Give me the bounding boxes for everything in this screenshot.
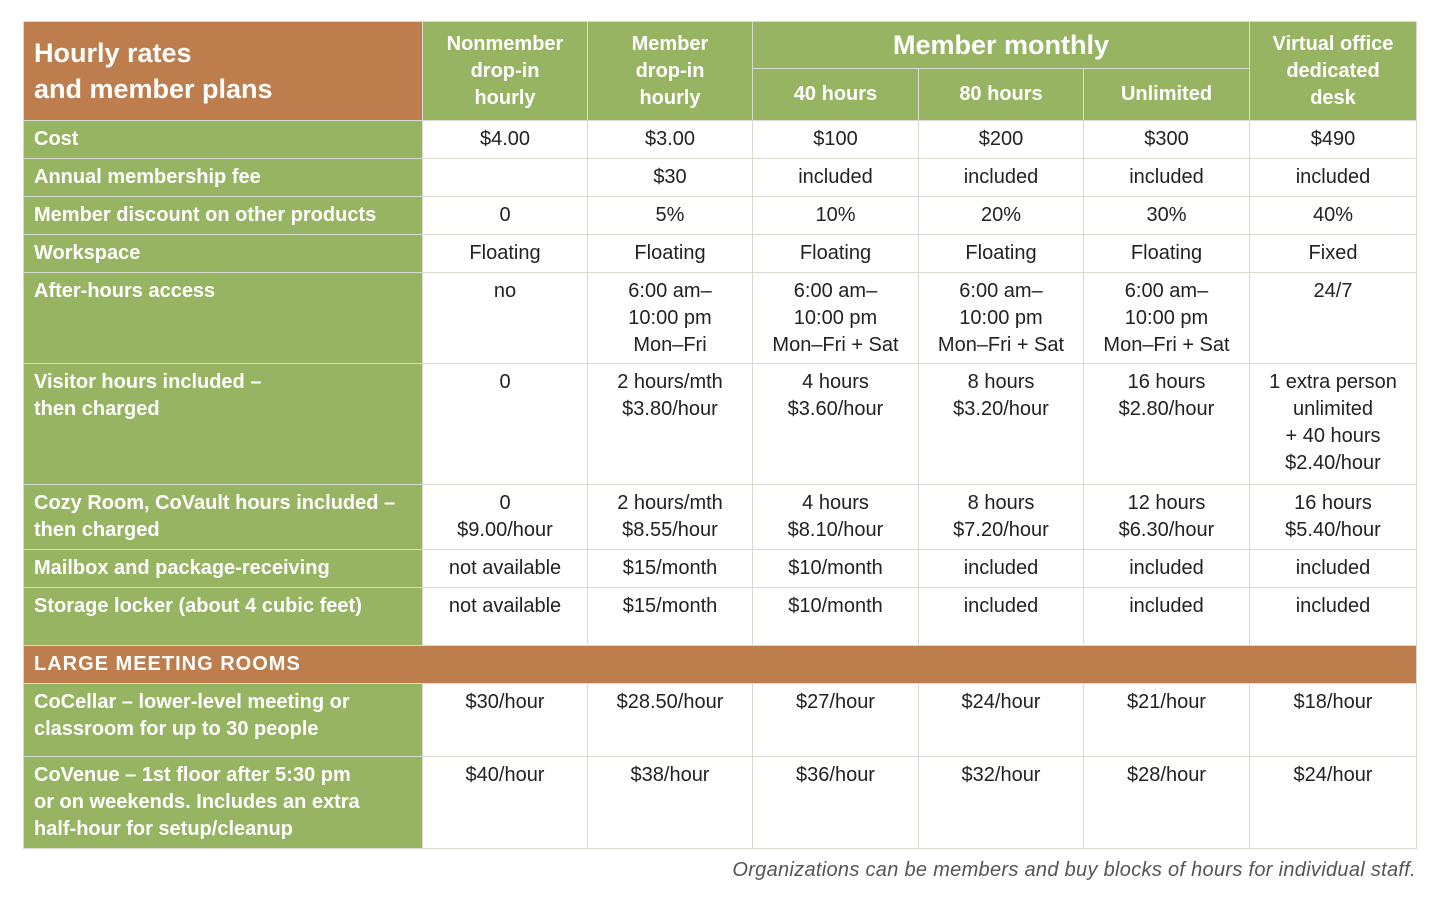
row-label-line: then charged	[34, 398, 160, 420]
table-cell	[1084, 121, 1250, 159]
table-cell	[1250, 197, 1417, 235]
cell-line: included	[963, 595, 1039, 617]
table-row	[24, 684, 1417, 757]
table-title	[24, 22, 423, 121]
table-cell	[1084, 364, 1250, 485]
cell-line: $28.50/hour	[616, 691, 724, 713]
cell-line: $30	[653, 166, 687, 188]
cell-line: Fixed	[1308, 242, 1358, 264]
table-cell	[1250, 235, 1417, 273]
row-label	[24, 364, 423, 485]
table-row	[24, 550, 1417, 588]
table-cell	[919, 588, 1084, 646]
footnote: Organizations can be members and buy blocks of hours for individual staff.	[732, 859, 1416, 881]
cell-line: Floating	[799, 242, 872, 264]
meeting-room-rows	[24, 684, 1417, 849]
cell-line: 0	[499, 371, 511, 393]
table-cell	[588, 159, 753, 197]
cell-line: not available	[448, 595, 562, 617]
cell-line: $2.40/hour	[1285, 452, 1381, 474]
table-cell	[919, 550, 1084, 588]
table-cell	[919, 121, 1084, 159]
cell-line: $36/hour	[796, 764, 875, 786]
cell-line: Floating	[1130, 242, 1203, 264]
cell-line: 10:00 pm	[959, 307, 1043, 329]
table-cell	[588, 273, 753, 364]
table-cell	[919, 684, 1084, 757]
table-cell	[753, 273, 919, 364]
cell-line: $32/hour	[961, 764, 1041, 786]
row-label-line: Cost	[34, 128, 79, 150]
table-cell	[1250, 159, 1417, 197]
cell-line: 8 hours	[967, 371, 1035, 393]
col-header-line: desk	[1310, 86, 1356, 109]
cell-line: $18/hour	[1293, 691, 1373, 713]
table-cell	[1084, 235, 1250, 273]
table-cell	[423, 121, 588, 159]
cell-line: included	[1295, 557, 1371, 579]
cell-line: $40/hour	[465, 764, 545, 786]
table-cell	[1084, 757, 1250, 849]
cell-line: $9.00/hour	[457, 519, 553, 541]
cell-line: $8.10/hour	[787, 519, 884, 541]
cell-line: $8.55/hour	[622, 519, 718, 541]
col-header-virtual-office	[1250, 22, 1417, 121]
cell-line: $10/month	[788, 557, 883, 579]
row-label	[24, 684, 423, 757]
cell-line: 16 hours	[1127, 371, 1206, 393]
table-cell	[919, 197, 1084, 235]
row-label-line: After-hours access	[34, 280, 216, 302]
cell-line: 4 hours	[802, 492, 869, 514]
cell-line: 10:00 pm	[793, 307, 878, 329]
col-header-line: dedicated	[1286, 59, 1380, 82]
cell-line: 20%	[980, 204, 1022, 226]
table-cell	[1084, 273, 1250, 364]
cell-line: included	[798, 166, 873, 188]
cell-line: 4 hours	[802, 371, 869, 393]
table-cell	[1250, 588, 1417, 646]
cell-line: $7.20/hour	[953, 519, 1049, 541]
table-cell	[753, 757, 919, 849]
table-cell	[753, 588, 919, 646]
cell-line: 24/7	[1313, 280, 1353, 302]
cell-line: $200	[978, 128, 1024, 150]
cell-line: 0	[499, 204, 511, 226]
table-row	[24, 121, 1417, 159]
table-cell	[588, 364, 753, 485]
col-header-40-hours: 40 hours	[753, 69, 919, 121]
table-row	[24, 235, 1417, 273]
table-cell	[753, 684, 919, 757]
table-cell	[423, 757, 588, 849]
cell-line: $21/hour	[1127, 691, 1206, 713]
cell-line: $3.60/hour	[787, 398, 884, 420]
cell-line: Mon–Fri + Sat	[1103, 334, 1230, 356]
cell-line: $3.00	[644, 128, 696, 150]
cell-line: $27/hour	[796, 691, 875, 713]
row-label-line: classroom for up to 30 people	[34, 718, 319, 740]
section-row	[24, 646, 1417, 684]
table-cell	[588, 485, 753, 550]
table-cell	[753, 197, 919, 235]
cell-line: 6:00 am–	[628, 280, 712, 302]
row-label	[24, 757, 423, 849]
col-header-member-dropin	[588, 22, 753, 121]
table-row	[24, 757, 1417, 849]
cell-line: $5.40/hour	[1285, 519, 1381, 541]
cell-line: $3.20/hour	[953, 398, 1049, 420]
cell-line: included	[1129, 595, 1204, 617]
table-cell	[753, 364, 919, 485]
table-cell	[1084, 684, 1250, 757]
cell-line: included	[1129, 166, 1204, 188]
cell-line: 10:00 pm	[628, 307, 712, 329]
cell-line: $38/hour	[630, 764, 710, 786]
cell-line: $6.30/hour	[1118, 519, 1215, 541]
section-divider	[24, 646, 1417, 684]
row-label-line: Cozy Room, CoVault hours included –	[34, 492, 396, 514]
cell-line: + 40 hours	[1285, 425, 1381, 447]
table-row	[24, 588, 1417, 646]
table-cell	[423, 588, 588, 646]
cell-line: 6:00 am–	[793, 280, 878, 302]
cell-line: $15/month	[622, 595, 718, 617]
col-header-line: Nonmember	[446, 32, 564, 55]
cell-line: 8 hours	[967, 492, 1035, 514]
row-label	[24, 485, 423, 550]
cell-line: $15/month	[622, 557, 718, 579]
table-cell	[588, 550, 753, 588]
row-label	[24, 235, 423, 273]
row-label-line: Workspace	[34, 242, 141, 264]
cell-line: Mon–Fri + Sat	[937, 334, 1065, 356]
cell-line: $28/hour	[1127, 764, 1206, 786]
cell-line: not available	[448, 557, 562, 579]
table-cell	[1084, 485, 1250, 550]
cell-line: 1 extra person	[1269, 371, 1397, 393]
table-cell	[919, 364, 1084, 485]
cell-line: $24/hour	[961, 691, 1041, 713]
cell-line: 12 hours	[1127, 492, 1206, 514]
table-cell	[423, 364, 588, 485]
table-cell	[423, 197, 588, 235]
cell-line: 10:00 pm	[1124, 307, 1209, 329]
row-label	[24, 121, 423, 159]
table-cell	[1250, 364, 1417, 485]
col-header-line: hourly	[639, 86, 701, 109]
table-cell	[423, 273, 588, 364]
cell-line: $4.00	[479, 128, 531, 150]
table-cell	[1084, 197, 1250, 235]
table-cell	[1250, 550, 1417, 588]
cell-line: included	[963, 557, 1039, 579]
table-cell	[919, 485, 1084, 550]
col-header-line: drop-in	[635, 59, 705, 82]
table-row	[24, 273, 1417, 364]
table-cell	[1250, 684, 1417, 757]
table-cell	[423, 485, 588, 550]
table-cell	[588, 684, 753, 757]
plan-rows	[24, 121, 1417, 646]
cell-line: $100	[813, 128, 858, 150]
row-label-line: or on weekends. Includes an extra	[34, 791, 360, 813]
cell-line: 30%	[1146, 204, 1187, 226]
row-label-line: Storage locker (about 4 cubic feet)	[34, 595, 362, 617]
cell-line: 2 hours/mth	[617, 371, 723, 393]
table-cell	[753, 235, 919, 273]
cell-line: Mon–Fri	[633, 334, 707, 356]
row-label	[24, 197, 423, 235]
row-label-line: half-hour for setup/cleanup	[34, 818, 293, 840]
table-cell	[588, 121, 753, 159]
table-cell	[423, 684, 588, 757]
cell-line: included	[963, 166, 1039, 188]
table-cell	[1084, 550, 1250, 588]
table-cell	[1250, 121, 1417, 159]
col-header-line: Member	[631, 32, 709, 55]
table-cell	[588, 197, 753, 235]
row-label	[24, 550, 423, 588]
header-row-top	[24, 22, 1417, 69]
table-cell	[588, 588, 753, 646]
table-cell	[423, 159, 588, 197]
cell-line: included	[1129, 557, 1204, 579]
cell-line: 40%	[1312, 204, 1354, 226]
cell-line: Mon–Fri + Sat	[772, 334, 899, 356]
cell-line: $490	[1310, 128, 1356, 150]
table-cell	[753, 121, 919, 159]
row-label	[24, 588, 423, 646]
table-cell	[753, 159, 919, 197]
cell-line: 16 hours	[1294, 492, 1372, 514]
table-title-line: and member plans	[34, 74, 273, 104]
cell-line: no	[493, 280, 517, 302]
row-label-line: CoVenue – 1st floor after 5:30 pm	[34, 764, 351, 786]
table-cell	[1250, 757, 1417, 849]
table-cell	[919, 159, 1084, 197]
col-header-line: Virtual office	[1272, 32, 1394, 55]
rates-table	[23, 21, 1417, 849]
table-cell	[753, 550, 919, 588]
col-header-80-hours: 80 hours	[919, 69, 1084, 121]
row-label	[24, 159, 423, 197]
table-row	[24, 364, 1417, 485]
cell-line: Floating	[634, 242, 706, 264]
cell-line: $300	[1144, 128, 1189, 150]
row-label-line: Member discount on other products	[34, 204, 377, 226]
table-cell	[1084, 159, 1250, 197]
table-row	[24, 197, 1417, 235]
table-cell	[1250, 273, 1417, 364]
table-row	[24, 485, 1417, 550]
row-label-line: Annual membership fee	[34, 166, 261, 188]
cell-line: $3.80/hour	[622, 398, 718, 420]
col-header-line: hourly	[474, 86, 536, 109]
row-label	[24, 273, 423, 364]
row-label-line: then charged	[34, 519, 160, 541]
table-cell	[423, 550, 588, 588]
table-cell	[588, 235, 753, 273]
cell-line: 5%	[655, 204, 685, 226]
table-row	[24, 159, 1417, 197]
cell-line: 6:00 am–	[959, 280, 1043, 302]
table-cell	[919, 235, 1084, 273]
table-cell	[919, 757, 1084, 849]
table-title-line: Hourly rates	[34, 38, 192, 68]
row-label-line: Mailbox and package-receiving	[34, 557, 330, 579]
table-cell	[423, 235, 588, 273]
cell-line: 10%	[815, 204, 856, 226]
col-header-nonmember	[423, 22, 588, 121]
cell-line: included	[1295, 166, 1371, 188]
table-cell	[588, 757, 753, 849]
col-header-unlimited: Unlimited	[1084, 69, 1250, 121]
section-title: LARGE MEETING ROOMS	[24, 646, 1417, 684]
cell-line: 0	[499, 492, 511, 514]
cell-line: 2 hours/mth	[617, 492, 723, 514]
cell-line: $24/hour	[1293, 764, 1373, 786]
table-cell	[919, 273, 1084, 364]
cell-line: $2.80/hour	[1118, 398, 1215, 420]
cell-line: $10/month	[788, 595, 883, 617]
row-label-line: CoCellar – lower-level meeting or	[34, 691, 350, 713]
cell-line: 6:00 am–	[1124, 280, 1209, 302]
cell-line: included	[1295, 595, 1371, 617]
col-header-line: drop-in	[470, 59, 540, 82]
row-label-line: Visitor hours included –	[34, 371, 262, 393]
cell-line: $30/hour	[465, 691, 545, 713]
table-cell	[1084, 588, 1250, 646]
cell-line: Floating	[965, 242, 1037, 264]
table-cell	[753, 485, 919, 550]
cell-line: unlimited	[1292, 398, 1374, 420]
table-cell	[1250, 485, 1417, 550]
cell-line: Floating	[469, 242, 541, 264]
col-group-member-monthly: Member monthly	[753, 22, 1250, 69]
